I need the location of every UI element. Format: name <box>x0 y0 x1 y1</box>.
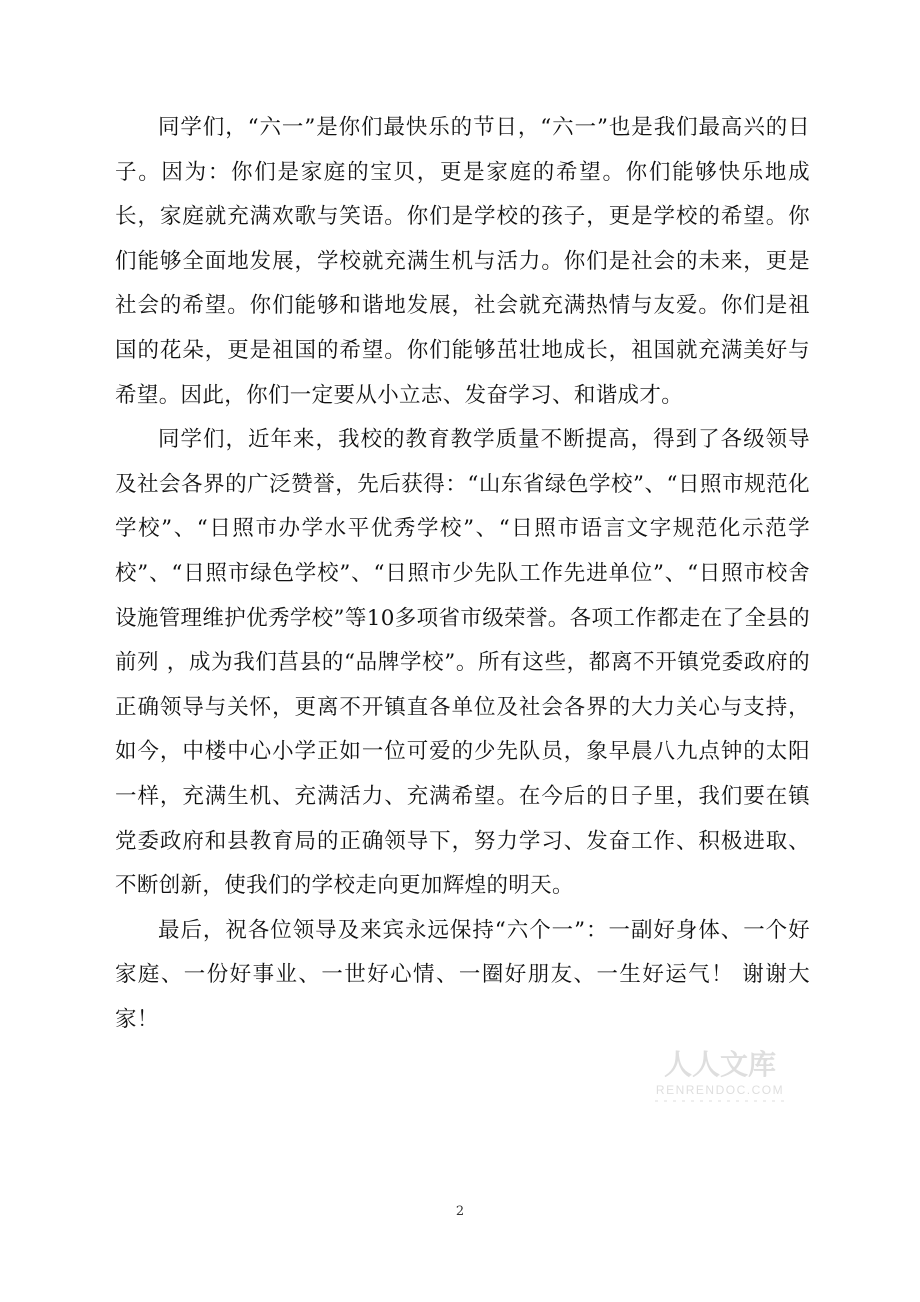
renrendoc-watermark-logo <box>645 1040 795 1110</box>
watermark-subtitle: RENRENDOC.COM <box>655 1083 785 1097</box>
paragraph-1: 同学们，“六一”是你们最快乐的节日，“六一”也是我们最高兴的日子。因为：你们是家庭的宝贝，更是家庭的希望。你们能够快乐地成长，家庭就充满欢歌与笑语。你们是学校的孩子，更是学校的希望。你们能够全面地发展，学校就充满生机与活力。你们是社会的未来，更是社会的希望。你们能够和谐地发展，社会就充满热情与友爱。你们是祖国的花朵，更是祖国的希望。你们能够茁壮地成长，祖国就充满美好与希望。因此，你们一定要从小立志、发奋学习、和谐成才。 <box>115 115 810 408</box>
watermark-title: 人人文库 <box>663 1049 777 1080</box>
document-body <box>115 106 810 1042</box>
paragraph-3: 最后，祝各位领导及来宾永远保持“六个一”：一副好身体、一个好家庭、一份好事业、一世好心情、一圈好朋友、一生好运气！ 谢谢大家！ <box>115 917 810 1032</box>
page-number: 2 <box>455 1204 465 1219</box>
paragraph-2: 同学们，近年来，我校的教育教学质量不断提高，得到了各级领导及社会各界的广泛赞誉，先后获得：“山东省绿色学校”、“日照市规范化学校”、“日照市办学水平优秀学校”、“日照市语言文字规范化示范学校”、“日照市绿色学校”、“日照市少先队工作先进单位”、“日照市校舍设施管理维护优秀学校”等10多项省市级荣誉。各项工作都走在了全县的前列 ，成为我们莒县的“品牌学校”。所有这些，都离不开镇党委政府的正确领导与关怀，更离不开镇直各单位及社会各界的大力关心与支持，如今，中楼中心小学正如一位可爱的少先队员，象早晨八九点钟的太阳一样，充满生机、充满活力、充满希望。在今后的日子里，我们要在镇党委政府和县教育局的正确领导下，努力学习、发奋工作、积极进取、不断创新，使我们的学校走向更加辉煌的明天。 <box>115 427 810 899</box>
watermark-graphic <box>645 1040 795 1110</box>
